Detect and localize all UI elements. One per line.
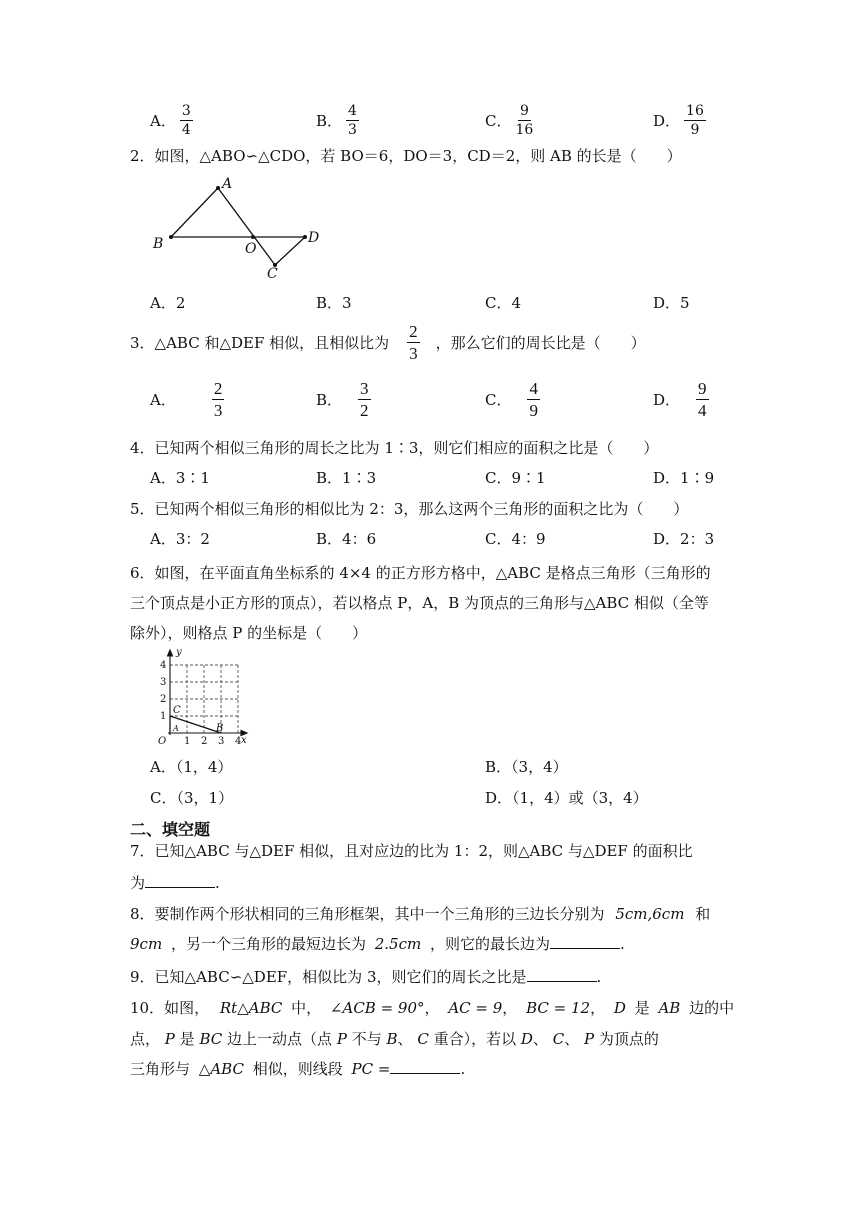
x-tick-4: 4 <box>235 736 242 745</box>
point-a <box>216 186 220 190</box>
q10-math: AB <box>658 999 681 1017</box>
x-tick-3: 3 <box>218 736 225 745</box>
q5-stem: 5．已知两个相似三角形的相似比为 2：3，那么这两个三角形的面积之比为（ ） <box>130 500 689 518</box>
q10-math: PC = <box>351 1060 391 1078</box>
option-letter: C． <box>485 391 512 409</box>
q7-text: . <box>215 874 220 892</box>
q10-math: D <box>613 999 626 1017</box>
q5-option-d[interactable]: D．2：3 <box>653 530 715 548</box>
q6-grid-figure <box>140 645 250 745</box>
y-arrow-icon <box>168 650 173 656</box>
line-ba <box>171 188 218 237</box>
q3-option-c[interactable] <box>485 380 540 419</box>
answer-blank[interactable] <box>550 934 620 949</box>
denominator: 3 <box>409 344 418 363</box>
q10-math: BC <box>199 1030 223 1048</box>
point-b <box>169 235 173 239</box>
q6-option-c[interactable]: C．（3，1） <box>150 789 234 807</box>
q8-text: ，则它的最长边为 <box>430 935 551 953</box>
denominator: 3 <box>348 122 357 138</box>
label-d: D <box>308 230 320 246</box>
q7-text: 为 <box>130 874 146 892</box>
option-letter: D． <box>653 112 681 130</box>
numerator: 2 <box>409 322 418 341</box>
q6-option-a[interactable]: A．（1，4） <box>150 758 233 776</box>
q1-option-d[interactable] <box>653 104 706 137</box>
q1-option-a[interactable] <box>150 104 193 137</box>
answer-blank[interactable] <box>390 1059 460 1074</box>
q10-math: P <box>584 1030 595 1048</box>
q2-stem: 2．如图，△ABO∽△CDO，若 BO＝6，DO＝3，CD＝2，则 AB 的长是（ ） <box>130 147 682 165</box>
q6-line2: 三个顶点是小正方形的顶点），若以格点 P，A，B 为顶点的三角形与△ABC 相似（全等 <box>130 594 709 612</box>
q8-math: 5cm,6cm <box>615 905 685 923</box>
q8-text: ，另一个三角形的最短边长为 <box>170 935 366 953</box>
answer-blank[interactable] <box>145 873 215 888</box>
q7-line2 <box>130 872 220 893</box>
q10-text: 不与 <box>351 1030 382 1048</box>
q3-stem <box>130 323 646 362</box>
q9-text: . <box>596 968 602 986</box>
q10-line2: 点， P 是 BC 边上一动点（点 P 不与 B、 C 重合），若以 D、 C、 P 为顶点的 <box>130 1030 659 1048</box>
fraction <box>515 104 533 137</box>
label-b: B <box>153 236 164 252</box>
q8-line2 <box>130 933 625 954</box>
denominator: 2 <box>360 401 369 420</box>
option-letter: A． <box>150 112 176 130</box>
q8-math: 9cm <box>130 935 163 953</box>
q10-line1: 10．如图， Rt△ABC 中， ∠ACB = 90°， AC = 9， BC = 12， D 是 AB 边的中 <box>130 999 735 1017</box>
q4-option-a[interactable]: A．3∶1 <box>150 469 210 487</box>
option-letter: D． <box>653 391 681 409</box>
q10-text: 中， <box>291 999 322 1017</box>
q8-text: 和 <box>695 905 711 923</box>
q10-text: 相似，则线段 <box>252 1060 343 1078</box>
q4-stem: 4．已知两个相似三角形的周长之比为 1∶3，则它们相应的面积之比是（ ） <box>130 439 659 457</box>
numerator: 9 <box>519 103 529 119</box>
section-title: 二、填空题 <box>130 820 211 839</box>
option-letter: C． <box>485 112 512 130</box>
q2-option-d[interactable]: D．5 <box>653 294 690 312</box>
point-d <box>303 235 307 239</box>
q3-option-d[interactable] <box>653 380 709 419</box>
label-o: O <box>245 241 257 257</box>
denominator: 9 <box>529 401 538 420</box>
option-letter: A． <box>150 391 176 409</box>
q10-math: P <box>164 1030 175 1048</box>
q6-option-b[interactable]: B．（3，4） <box>485 758 568 776</box>
label-a: A <box>173 724 179 733</box>
numerator: 9 <box>698 379 707 398</box>
q10-math: △ABC <box>198 1060 244 1078</box>
q6-line3: 除外），则格点 P 的坐标是（ ） <box>130 624 368 642</box>
label-a: A <box>222 176 233 192</box>
numerator: 3 <box>360 379 369 398</box>
denominator: 16 <box>515 122 534 138</box>
q2-option-b[interactable]: B．3 <box>316 294 352 312</box>
q6-line1: 6．如图，在平面直角坐标系的 4×4 的正方形方格中，△ABC 是格点三角形（三角形的 <box>130 564 711 582</box>
q10-text: 三角形与 <box>130 1060 191 1078</box>
q10-text: . <box>460 1060 466 1078</box>
denominator: 4 <box>181 122 191 138</box>
y-tick-3: 3 <box>160 677 167 688</box>
q1-option-c[interactable] <box>485 104 533 137</box>
numerator: 4 <box>529 379 538 398</box>
q10-text: 是 <box>179 1030 195 1048</box>
q10-math: Rt△ABC <box>219 999 283 1017</box>
origin-label: O <box>158 736 167 745</box>
q9-stem <box>130 966 601 987</box>
line-cd <box>275 237 305 265</box>
q8-math: 2.5cm <box>374 935 422 953</box>
q10-text: 是 <box>634 999 650 1017</box>
q7-line1: 7．已知△ABC 与△DEF 相似，且对应边的比为 1：2，则△ABC 与△DEF 的面积比 <box>130 842 693 860</box>
fraction <box>180 104 193 137</box>
q9-text: 9．已知△ABC∽△DEF，相似比为 3，则它们的周长之比是 <box>130 968 527 986</box>
q10-text: 为顶点的 <box>598 1030 659 1048</box>
option-letter: B． <box>316 391 343 409</box>
q2-option-c[interactable]: C．4 <box>485 294 522 312</box>
q4-option-d[interactable]: D．1∶9 <box>653 469 715 487</box>
y-tick-2: 2 <box>160 694 167 705</box>
q10-line3 <box>130 1058 465 1079</box>
q6-option-d[interactable]: D．（1，4）或（3，4） <box>485 789 648 807</box>
fraction <box>346 104 359 137</box>
q10-math: D <box>520 1030 533 1048</box>
q10-math: P <box>336 1030 347 1048</box>
q4-option-b[interactable]: B．1∶3 <box>316 469 377 487</box>
denominator: 9 <box>690 122 700 138</box>
q2-option-a[interactable]: A．2 <box>150 294 186 312</box>
fraction <box>358 380 371 419</box>
q8-text: 8．要制作两个形状相同的三角形框架，其中一个三角形的三边长分别为 <box>130 905 605 923</box>
q10-text: 边的中 <box>689 999 735 1017</box>
q10-text: 边上一动点（点 <box>227 1030 333 1048</box>
q5-option-b[interactable]: B．4：6 <box>316 530 377 548</box>
q8-text: . <box>620 935 625 953</box>
answer-blank[interactable] <box>527 967 597 982</box>
q10-math: BC = 12 <box>526 999 591 1017</box>
q3-option-a[interactable] <box>150 380 224 419</box>
q10-math: C <box>417 1030 429 1048</box>
q8-line1 <box>130 903 710 924</box>
stem-text: ，那么它们的周长比是（ ） <box>435 334 646 352</box>
numerator: 4 <box>348 103 357 119</box>
point-o <box>251 235 255 239</box>
denominator: 4 <box>698 401 707 420</box>
q10-math: AC = 9 <box>448 999 503 1017</box>
y-tick-4: 4 <box>160 660 167 671</box>
x-tick-1: 1 <box>184 736 191 745</box>
x-label: x <box>241 735 247 745</box>
numerator: 16 <box>686 103 704 119</box>
numerator: 3 <box>181 103 191 119</box>
q5-option-a[interactable]: A．3：2 <box>150 530 210 548</box>
option-letter: B． <box>316 112 343 130</box>
ratio-fraction <box>407 323 420 362</box>
fraction <box>212 380 225 419</box>
q10-text: 10．如图， <box>130 999 210 1017</box>
q10-text: 重合），若以 <box>433 1030 517 1048</box>
q4-option-c[interactable]: C．9∶1 <box>485 469 546 487</box>
fraction <box>684 104 706 137</box>
q10-math: C <box>552 1030 565 1048</box>
y-label: y <box>176 647 182 658</box>
q10-text: 点， <box>130 1030 161 1048</box>
label-b: B <box>216 723 224 734</box>
fraction <box>696 380 709 419</box>
q10-math: B <box>386 1030 398 1048</box>
denominator: 3 <box>213 401 223 420</box>
stem-text: 3．△ABC 和△DEF 相似，且相似比为 <box>130 334 390 352</box>
y-tick-1: 1 <box>160 711 167 722</box>
numerator: 2 <box>213 379 223 398</box>
q2-figure <box>145 172 335 282</box>
q3-option-b[interactable] <box>316 380 371 419</box>
q5-option-c[interactable]: C．4：9 <box>485 530 546 548</box>
label-c: C <box>267 266 278 282</box>
q1-option-b[interactable] <box>316 104 359 137</box>
label-c: C <box>173 705 181 716</box>
q10-math: ∠ACB = 90° <box>329 999 425 1017</box>
fraction <box>527 380 540 419</box>
x-tick-2: 2 <box>201 736 208 745</box>
